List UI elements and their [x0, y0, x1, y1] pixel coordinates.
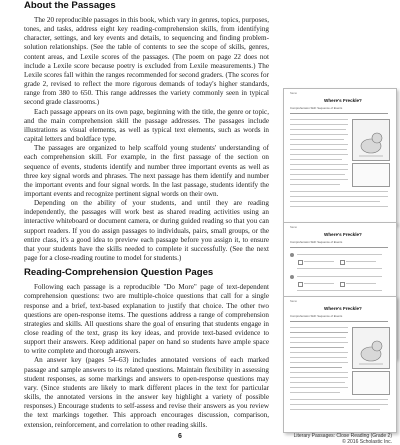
text-line: [290, 184, 340, 185]
text-line: [290, 206, 388, 207]
illustration: [352, 327, 390, 369]
sample-answer-key-thumbnail: [283, 296, 397, 433]
paragraph: The 20 reproducible passages in this book, which vary in genres, topics, purposes, tones, and tasks, address eight key reading-comprehension skills, from identifying character, settings, and key events and details, to sequencing and finding problem-solution relationships. (See the table of contents to see the scope of skills, genres, content areas, and Lexile scores of the passages. (The poem on page 22 does not include a Lexile score because poetry is excluded from Lexile measurements.) The Lexile scores fall within the ranges recommended for second graders. (The scores for grade 2, revised to reflect the more rigorous demands of today's higher standards, range from 380 to 650. This range addresses the variety commonly seen in typical second grade classrooms.): [24, 16, 269, 107]
thumbnail-subtitle: Comprehension Skill: Sequence of Events: [290, 314, 343, 318]
question-line: [297, 276, 382, 277]
paragraph: Depending on the ability of your students, and until they are reading independently, the passages will work best as shared reading activities using an interactive whiteboard or document camera, or during guided reading so that you can support readers. If you do assign passages to individuals, pairs, small groups, or the entire class, it's a good idea to preview each passage before you assign it, to ensure that your students have the skills needed to complete it successfully. (See the next page for a close-reading routine to model for students.): [24, 199, 269, 263]
paragraph: An answer key (pages 54–63) includes annotated versions of each marked passage and sample answers to its related questions. Maintain flexibility in assessing student responses, as some markings and answers to open-response questions may vary. (Since students are likely to mark different places in the text for particular skills, the annotated versions in the answer key highlight a variety of possible responses.) Encourage students to self-assess and revise their answers as you review the text markings together. This approach encourages discussion, comparison, extension, reinforcement, and correlation to other reading skills.: [24, 356, 269, 429]
text-line: [290, 362, 348, 363]
page-number: 6: [178, 433, 182, 440]
answer-line: [297, 290, 382, 291]
text-line: [290, 382, 345, 383]
highlighted-text-line: [290, 332, 348, 333]
text-line: [290, 342, 348, 343]
highlighted-text-line: [290, 367, 342, 368]
text-line: [290, 179, 348, 180]
text-line: [290, 409, 380, 410]
text-line: [290, 164, 348, 165]
paragraph: Each passage appears on its own page, beginning with the title, the genre or topic, and the main comprehension skill the passage addresses. The passages include illustrations as visual elements, as well as typical text elements, such as words in capital letters and boldface type.: [24, 107, 269, 144]
text-line: [290, 129, 346, 130]
text-line: [290, 196, 388, 197]
text-line: [290, 174, 345, 175]
text-line: [290, 372, 348, 373]
credit-title: Literary Passages: Close Reading (Grade 2): [293, 433, 392, 439]
text-line: [290, 392, 340, 393]
thumbnail-title: Where's Freckle?: [324, 98, 362, 103]
question-number-icon: [290, 275, 294, 279]
thumbnail-title: Where's Freckle?: [324, 306, 362, 311]
illustration: [352, 119, 390, 161]
checkbox-icon: [340, 260, 345, 265]
text-line: [290, 154, 348, 155]
text-line: [290, 201, 380, 202]
checkbox-icon: [298, 282, 303, 287]
callout-box: [352, 371, 390, 395]
question-line: [297, 254, 382, 255]
text-line: [290, 357, 347, 358]
paragraph: The passages are organized to help scaffold young students' understanding of each comprehension skill. For example, in the first passage of the section on sequence of events, students identify and number three important events as well as three key signal words and phrases. The next passage has them identify and number the important events and four signal words. In the last passage, students identify the important events and recognize pertinent signal words on their own.: [24, 144, 269, 198]
rule-line: [290, 247, 388, 248]
sample-passage-thumbnail: [283, 88, 397, 225]
credit-copyright: © 2016 Scholastic Inc.: [342, 439, 392, 445]
text-line: [290, 352, 348, 353]
section-heading-passages: About the Passages: [24, 0, 116, 11]
question-number-icon: [290, 253, 294, 257]
text-line: [290, 327, 348, 328]
text-line: [290, 134, 348, 135]
text-line: [290, 377, 348, 378]
text-line: [290, 387, 348, 388]
highlighted-text-line: [290, 347, 344, 348]
thumbnail-subtitle: Comprehension Skill: Sequence of Events: [290, 106, 343, 110]
answer-line: [304, 283, 334, 284]
credit-line: [294, 433, 392, 445]
text-line: [290, 124, 348, 125]
text-line: [290, 169, 348, 170]
text-line: [290, 191, 388, 192]
checkbox-icon: [340, 282, 345, 287]
rule-line: [290, 321, 388, 322]
section-heading-question-pages: Reading-Comprehension Question Pages: [24, 267, 214, 279]
text-line: [290, 149, 347, 150]
checkbox-icon: [298, 260, 303, 265]
text-line: [290, 144, 348, 145]
answer-line: [297, 268, 382, 269]
callout-box: [352, 163, 390, 187]
text-line: [290, 337, 346, 338]
text-line: [290, 404, 388, 405]
thumbnail-name-label: Name: [290, 300, 297, 303]
text-line: [290, 159, 342, 160]
text-line: [290, 139, 344, 140]
text-line: [290, 119, 348, 120]
answer-line: [304, 261, 334, 262]
answer-line: [346, 283, 376, 284]
paragraph: Following each passage is a reproducible "Do More" page of text-dependent comprehension questions: two are multiple-choice questions that call for a single response and a brief, text-based explanation to justify that choice. The other two questions are open-response items. The questions address a range of comprehension strategies and skills. All questions share the goal of ensuring that students engage in close reading of the text, grasp its key ideas, and provide text-based evidence to support their answers. Keep additional paper on hand so students have ample space to write complete and thorough answers.: [24, 283, 269, 356]
answer-line: [346, 261, 376, 262]
text-line: [290, 399, 388, 400]
thumbnail-subtitle: Comprehension Skill: Sequence of Events: [290, 240, 343, 244]
main-text-column: [24, 0, 269, 430]
thumbnail-name-label: Name: [290, 92, 297, 95]
thumbnail-title: Where's Freckle?: [324, 232, 362, 237]
rule-line: [290, 113, 388, 114]
thumbnail-name-label: Name: [290, 226, 297, 229]
